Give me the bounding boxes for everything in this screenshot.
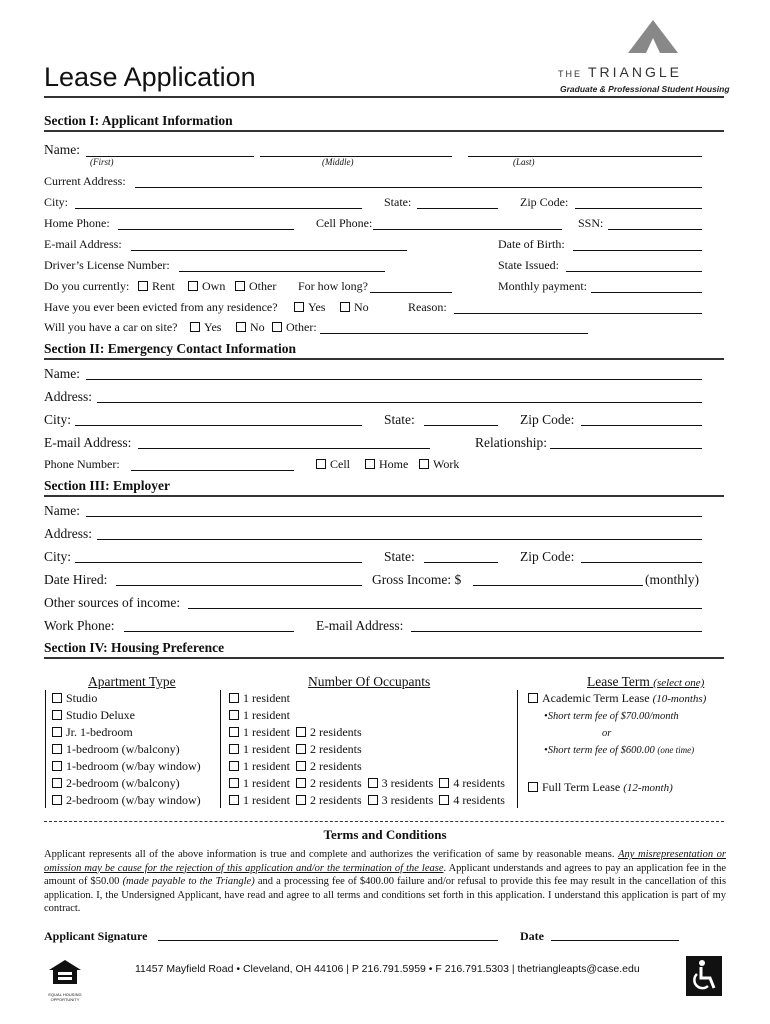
grid-divider-right — [517, 690, 518, 808]
emp-city-field[interactable] — [75, 550, 362, 563]
brand-subtitle: Graduate & Professional Student Housing — [560, 84, 730, 94]
occupant-label: 1 resident — [243, 742, 290, 756]
checkbox-icon[interactable] — [188, 281, 198, 291]
short-term-600-note: •Short term fee of $600.00 (one time) — [544, 745, 695, 756]
checkbox-icon[interactable] — [439, 795, 449, 805]
monthly-label: (monthly) — [645, 572, 699, 587]
signature-label: Applicant Signature — [44, 929, 148, 943]
occupant-row — [229, 793, 511, 810]
other-option[interactable]: Other — [235, 279, 276, 294]
ec-city-label: City: — [44, 412, 72, 427]
checkbox-icon[interactable] — [138, 281, 148, 291]
zip-field[interactable] — [575, 196, 702, 209]
checkbox-icon[interactable] — [296, 778, 306, 788]
or-note: or — [602, 728, 612, 739]
last-hint: (Last) — [513, 157, 535, 167]
equal-housing-text: EQUAL HOUSING OPPORTUNITY — [48, 992, 82, 1002]
license-field[interactable] — [179, 259, 385, 272]
section-4-heading: Section IV: Housing Preference — [44, 640, 225, 655]
ec-name-label: Name: — [44, 366, 80, 381]
apartment-option[interactable] — [52, 708, 201, 725]
occupant-options — [229, 691, 511, 810]
emp-state-field[interactable] — [424, 550, 498, 563]
checkbox-icon[interactable] — [296, 795, 306, 805]
first-hint: (First) — [90, 157, 114, 167]
ec-address-field[interactable] — [97, 390, 702, 403]
full-term-option[interactable]: Full Term Lease (12-month) — [528, 780, 673, 795]
checkbox-icon[interactable] — [229, 778, 239, 788]
checkbox-icon[interactable] — [229, 693, 239, 703]
current-address-label: Current Address: — [44, 174, 126, 188]
occupant-option[interactable] — [368, 776, 434, 790]
evicted-no[interactable]: No — [340, 300, 369, 315]
ec-phone-label: Phone Number: — [44, 457, 120, 471]
emp-address-label: Address: — [44, 526, 92, 541]
date-hired-label: Date Hired: — [44, 572, 108, 587]
ec-zip-label: Zip Code: — [520, 412, 575, 427]
checkbox-icon[interactable] — [528, 782, 538, 792]
apartment-option[interactable] — [52, 793, 201, 810]
checkbox-icon[interactable] — [52, 727, 62, 737]
occupant-row — [229, 691, 511, 708]
date-hired-field[interactable] — [116, 573, 362, 586]
terms-body: Applicant represents all of the above information is true and complete and authorizes the verification of same by reasonable means. Any misrepresentation or omission may be cause for the rejection of this application and/or the termination of the lease. Applicant understands and agrees to pay an application fee in the amount of $50.00 (made payable to the Triangle) and a processing fee of $400.00 failure and/or refusal to provide this fee may result in the cancellation of this application. I, the Undersigned Applicant, have read and agree to all terms and conditions set forth in this application. I understand this application is part of my contract. — [44, 849, 727, 914]
reason-field[interactable] — [454, 301, 702, 314]
footer-contact: 11457 Mayfield Road • Cleveland, OH 44106 | P 216.791.5959 • F 216.791.5303 | thetriangleapts@case.edu — [135, 963, 640, 975]
ec-email-field[interactable] — [138, 436, 430, 449]
checkbox-icon[interactable] — [229, 710, 239, 720]
checkbox-icon[interactable] — [229, 795, 239, 805]
occupant-option[interactable] — [296, 793, 362, 807]
middle-name-field[interactable] — [260, 144, 452, 157]
checkbox-icon[interactable] — [236, 322, 246, 332]
occupant-label: 1 resident — [243, 776, 290, 790]
lease-term-header: Lease Term (select one) — [587, 674, 705, 689]
occupant-option[interactable] — [439, 776, 505, 790]
short-term-70-note: •Short term fee of $70.00/month — [544, 711, 679, 722]
home-phone-field[interactable] — [118, 217, 294, 230]
emp-state-label: State: — [384, 549, 415, 564]
occupant-label: 1 resident — [243, 708, 290, 722]
occupants-header: Number Of Occupants — [308, 674, 431, 689]
emp-name-field[interactable] — [86, 504, 702, 517]
emp-email-label: E-mail Address: — [316, 618, 404, 633]
occupant-label: 1 resident — [243, 691, 290, 705]
work-phone-field[interactable] — [124, 619, 294, 632]
ec-name-field[interactable] — [86, 367, 702, 380]
academic-term-option[interactable]: Academic Term Lease (10-months) — [528, 691, 706, 706]
checkbox-icon[interactable] — [365, 459, 375, 469]
checkbox-icon[interactable] — [229, 744, 239, 754]
emp-address-field[interactable] — [97, 527, 702, 540]
applicant-name-label: Name: — [44, 142, 80, 157]
how-long-field[interactable] — [370, 280, 452, 293]
occupant-label: 1 resident — [243, 793, 290, 807]
first-name-field[interactable] — [86, 144, 254, 157]
checkbox-icon[interactable] — [52, 761, 62, 771]
state-field[interactable] — [417, 196, 498, 209]
checkbox-icon[interactable] — [296, 761, 306, 771]
email-label: E-mail Address: — [44, 237, 122, 251]
checkbox-icon[interactable] — [229, 761, 239, 771]
car-other-field[interactable] — [320, 321, 588, 334]
occupant-option[interactable] — [439, 793, 505, 807]
email-field[interactable] — [131, 238, 407, 251]
other-income-label: Other sources of income: — [44, 595, 181, 610]
checkbox-icon[interactable] — [229, 727, 239, 737]
occupant-option[interactable] — [229, 793, 290, 807]
work-phone-label: Work Phone: — [44, 618, 115, 633]
occupant-option[interactable] — [296, 742, 362, 756]
ec-address-label: Address: — [44, 389, 92, 404]
ec-state-field[interactable] — [424, 413, 498, 426]
ec-home-option[interactable]: Home — [365, 457, 408, 472]
checkbox-icon[interactable] — [316, 459, 326, 469]
checkbox-icon[interactable] — [52, 693, 62, 703]
header-rule — [44, 96, 724, 98]
occupant-label: 2 residents — [310, 793, 362, 807]
occupant-label: 1 resident — [243, 759, 290, 773]
page-title: Lease Application — [44, 62, 256, 92]
section-2-heading: Section II: Emergency Contact Information — [44, 341, 296, 356]
evicted-yes[interactable]: Yes — [294, 300, 325, 315]
do-you-currently-label: Do you currently: — [44, 279, 130, 293]
occupant-row — [229, 776, 511, 793]
occupant-option[interactable] — [296, 759, 362, 773]
checkbox-icon[interactable] — [235, 281, 245, 291]
ec-email-label: E-mail Address: — [44, 435, 132, 450]
ec-zip-field[interactable] — [581, 413, 702, 426]
emp-zip-field[interactable] — [581, 550, 702, 563]
emp-name-label: Name: — [44, 503, 80, 518]
car-no[interactable]: No — [236, 320, 265, 335]
occupant-row — [229, 742, 511, 759]
reason-label: Reason: — [408, 300, 447, 314]
checkbox-icon[interactable] — [272, 322, 282, 332]
checkbox-icon[interactable] — [528, 693, 538, 703]
apartment-label: 1-bedroom (w/bay window) — [66, 759, 201, 773]
section-4-rule — [44, 657, 724, 659]
signature-field[interactable] — [158, 928, 498, 941]
dob-field[interactable] — [573, 238, 702, 251]
apartment-option[interactable] — [52, 776, 201, 793]
occupant-option[interactable] — [296, 725, 362, 739]
occupant-label: 4 residents — [453, 793, 505, 807]
checkbox-icon[interactable] — [368, 795, 378, 805]
occupant-label: 3 residents — [381, 793, 434, 807]
cell-phone-field[interactable] — [373, 217, 562, 230]
gross-income-label: Gross Income: $ — [372, 572, 462, 587]
apartment-option[interactable] — [52, 759, 201, 776]
dob-label: Date of Birth: — [498, 237, 565, 251]
checkbox-icon[interactable] — [52, 744, 62, 754]
occupant-option[interactable] — [229, 759, 290, 773]
apartment-option[interactable] — [52, 691, 201, 708]
accessibility-icon — [686, 956, 722, 996]
license-label: Driver’s License Number: — [44, 258, 170, 272]
emp-email-field[interactable] — [411, 619, 702, 632]
terms-heading: Terms and Conditions — [323, 827, 447, 842]
checkbox-icon[interactable] — [368, 778, 378, 788]
gross-income-field[interactable] — [473, 573, 643, 586]
apartment-label: Jr. 1-bedroom — [66, 725, 133, 739]
emp-city-label: City: — [44, 549, 72, 564]
emp-zip-label: Zip Code: — [520, 549, 575, 564]
ssn-label: SSN: — [578, 216, 604, 230]
section-3-rule — [44, 495, 724, 497]
apartment-label: Studio Deluxe — [66, 708, 135, 722]
occupant-label: 2 residents — [310, 725, 362, 739]
occupant-row — [229, 708, 511, 725]
occupant-label: 2 residents — [310, 776, 362, 790]
occupant-label: 2 residents — [310, 742, 362, 756]
own-option[interactable]: Own — [188, 279, 225, 294]
state-issued-label: State Issued: — [498, 258, 559, 272]
checkbox-icon[interactable] — [52, 710, 62, 720]
apartment-label: Studio — [66, 691, 98, 705]
grid-divider-left — [45, 690, 46, 808]
occupant-label: 1 resident — [243, 725, 290, 739]
apartment-type-header: Apartment Type — [88, 674, 176, 689]
car-other[interactable]: Other: — [272, 320, 317, 335]
middle-hint: (Middle) — [322, 157, 354, 167]
ec-phone-field[interactable] — [131, 458, 294, 471]
other-income-field[interactable] — [188, 596, 702, 609]
apartment-label: 1-bedroom (w/balcony) — [66, 742, 180, 756]
apartment-option[interactable] — [52, 725, 201, 742]
apartment-option[interactable] — [52, 742, 201, 759]
occupant-option[interactable] — [296, 776, 362, 790]
home-phone-label: Home Phone: — [44, 216, 110, 230]
brand-name: THE TRIANGLE — [558, 64, 683, 80]
checkbox-icon[interactable] — [419, 459, 429, 469]
checkbox-icon[interactable] — [340, 302, 350, 312]
monthly-payment-field[interactable] — [591, 280, 702, 293]
state-issued-field[interactable] — [566, 259, 702, 272]
occupant-option[interactable] — [229, 691, 290, 705]
grid-divider-mid — [220, 690, 221, 808]
date-label: Date — [520, 929, 544, 943]
apartment-type-list — [52, 691, 201, 810]
checkbox-icon[interactable] — [190, 322, 200, 332]
zip-label: Zip Code: — [520, 195, 569, 209]
state-label: State: — [384, 195, 412, 209]
checkbox-icon[interactable] — [439, 778, 449, 788]
ec-cell-option[interactable]: Cell — [316, 457, 350, 472]
cell-phone-label: Cell Phone: — [316, 216, 373, 230]
car-label: Will you have a car on site? — [44, 320, 178, 334]
car-yes[interactable]: Yes — [190, 320, 221, 335]
ssn-field[interactable] — [608, 217, 702, 230]
occupant-label: 4 residents — [453, 776, 505, 790]
occupant-row — [229, 759, 511, 776]
date-field[interactable] — [551, 928, 679, 941]
equal-housing-icon — [45, 958, 85, 992]
evicted-label: Have you ever been evicted from any residence? — [44, 300, 278, 314]
city-label: City: — [44, 195, 69, 209]
occupant-row — [229, 725, 511, 742]
apartment-label: 2-bedroom (w/bay window) — [66, 793, 201, 807]
ec-relationship-label: Relationship: — [475, 435, 547, 450]
current-address-field[interactable] — [135, 175, 702, 188]
occupant-option[interactable] — [229, 708, 290, 722]
occupant-option[interactable] — [368, 793, 434, 807]
checkbox-icon[interactable] — [294, 302, 304, 312]
checkbox-icon[interactable] — [52, 795, 62, 805]
ec-work-option[interactable]: Work — [419, 457, 459, 472]
section-3-heading: Section III: Employer — [44, 478, 170, 493]
occupant-option[interactable] — [229, 742, 290, 756]
section-1-heading: Section I: Applicant Information — [44, 113, 233, 128]
ec-relationship-field[interactable] — [550, 436, 702, 449]
terms-divider — [44, 821, 724, 822]
occupant-option[interactable] — [229, 776, 290, 790]
occupant-option[interactable] — [229, 725, 290, 739]
rent-option[interactable]: Rent — [138, 279, 175, 294]
ec-state-label: State: — [384, 412, 415, 427]
last-name-field[interactable] — [468, 144, 702, 157]
ec-city-field[interactable] — [75, 413, 362, 426]
checkbox-icon[interactable] — [296, 744, 306, 754]
section-2-rule — [44, 358, 724, 360]
how-long-label: For how long? — [298, 279, 368, 293]
monthly-payment-label: Monthly payment: — [498, 279, 587, 293]
checkbox-icon[interactable] — [296, 727, 306, 737]
section-1-rule — [44, 130, 724, 132]
checkbox-icon[interactable] — [52, 778, 62, 788]
apartment-label: 2-bedroom (w/balcony) — [66, 776, 180, 790]
occupant-label: 3 residents — [381, 776, 434, 790]
city-field[interactable] — [75, 196, 362, 209]
occupant-label: 2 residents — [310, 759, 362, 773]
